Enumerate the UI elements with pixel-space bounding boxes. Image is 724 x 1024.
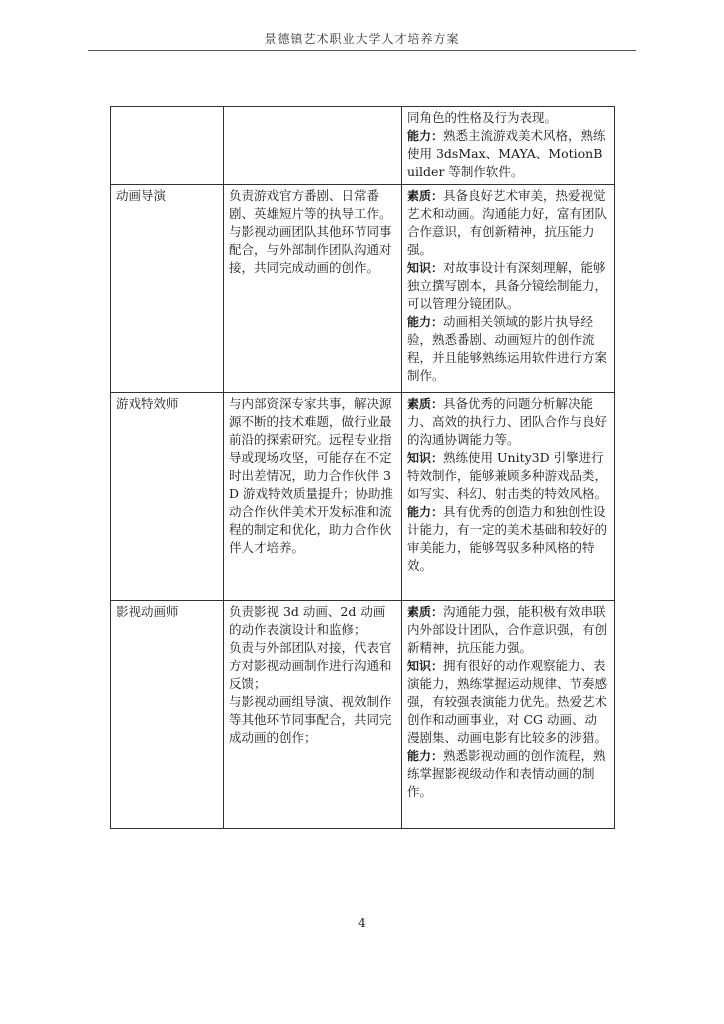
quality-text: 具备优秀的问题分析解决能力、高效的执行力、团队合作与良好的沟通协调能力等。 xyxy=(407,396,608,447)
header-rule xyxy=(88,50,636,51)
knowledge-text: 拥有很好的动作观察能力、表演能力，熟练掌握运动规律、节奏感强，有较强表演能力优先。热爱艺术创作和动画事业，对 CG 动画、动漫剧集、动画电影有比较多的涉猎。 xyxy=(407,658,608,745)
requirement-cell xyxy=(402,185,615,393)
duty-line: 负责影视 3d 动画、2d 动画的动作表演设计和监修； xyxy=(229,604,386,637)
ability-text: 熟悉主流游戏美术风格，熟练使用 3dsMax、MAYA、MotionBuilder 等制作软件。 xyxy=(407,128,606,179)
ability-text: 熟悉影视动画的创作流程，熟练掌握影视级动作和表情动画的制作。 xyxy=(407,748,606,799)
knowledge-label: 知识： xyxy=(407,451,444,465)
quality-label: 素质： xyxy=(407,189,444,203)
table-row xyxy=(111,185,615,393)
duty-line: 与影视动画组导演、视效制作等其他环节同事配合，共同完成动画的创作； xyxy=(229,694,392,745)
job-title-cell: 影视动画师 xyxy=(111,601,224,829)
duty-cell xyxy=(224,107,402,185)
requirement-cell xyxy=(402,107,615,185)
requirement-cell xyxy=(402,601,615,829)
job-title-cell xyxy=(111,107,224,185)
knowledge-label: 知识： xyxy=(407,261,444,275)
running-header: 景德镇艺术职业大学人才培养方案 xyxy=(264,32,460,46)
table-row xyxy=(111,601,615,829)
quality-label: 素质： xyxy=(407,397,444,411)
knowledge-label: 知识： xyxy=(407,659,444,673)
duty-cell: 与内部资深专家共事，解决源源不断的技术难题，做行业最前沿的探索研究。远程专业指导或现场攻坚，可能存在不定时出差情况，助力合作伙伴 3D 游戏特效质量提升；协助推动合作伙伴美术开发标准和流程的制定和优化，助力合作伙伴人才培养。 xyxy=(224,393,402,601)
requirement-continuation: 同角色的性格及行为表现。 xyxy=(407,110,558,125)
quality-label: 素质： xyxy=(407,605,444,619)
talent-requirements-table xyxy=(110,106,615,829)
ability-label: 能力： xyxy=(407,129,444,143)
quality-text: 具备良好艺术审美，热爱视觉艺术和动画。沟通能力好，富有团队合作意识，有创新精神，抗压能力强。 xyxy=(407,188,608,257)
requirement-cell xyxy=(402,393,615,601)
knowledge-text: 熟练使用 Unity3D 引擎进行特效制作，能够兼顾多种游戏品类，如写实、科幻、射击类的特效风格。 xyxy=(407,450,608,501)
ability-text: 动画相关领域的影片执导经验，熟悉番剧、动画短片的创作流程，并且能够熟练运用软件进行方案制作。 xyxy=(407,314,608,383)
table-row xyxy=(111,107,615,185)
job-title-cell: 游戏特效师 xyxy=(111,393,224,601)
ability-text: 具有优秀的创造力和独创性设计能力，有一定的美术基础和较好的审美能力，能够驾驭多种风格的特效。 xyxy=(407,504,608,573)
knowledge-text: 对故事设计有深刻理解，能够独立撰写剧本，具备分镜绘制能力，可以管理分镜团队。 xyxy=(407,260,608,311)
page-number: 4 xyxy=(358,916,366,930)
job-title-cell: 动画导演 xyxy=(111,185,224,393)
quality-text: 沟通能力强，能积极有效串联内外部设计团队，合作意识强，有创新精神，抗压能力强。 xyxy=(407,604,608,655)
ability-label: 能力： xyxy=(407,505,444,519)
duty-cell: 负责游戏官方番剧、日常番剧、英雄短片等的执导工作。与影视动画团队其他环节同事配合，与外部制作团队沟通对接，共同完成动画的创作。 xyxy=(224,185,402,393)
ability-label: 能力： xyxy=(407,749,444,763)
duty-line: 负责与外部团队对接，代表官方对影视动画制作进行沟通和反馈； xyxy=(229,640,392,691)
ability-label: 能力： xyxy=(407,315,444,329)
table-row xyxy=(111,393,615,601)
duty-cell xyxy=(224,601,402,829)
